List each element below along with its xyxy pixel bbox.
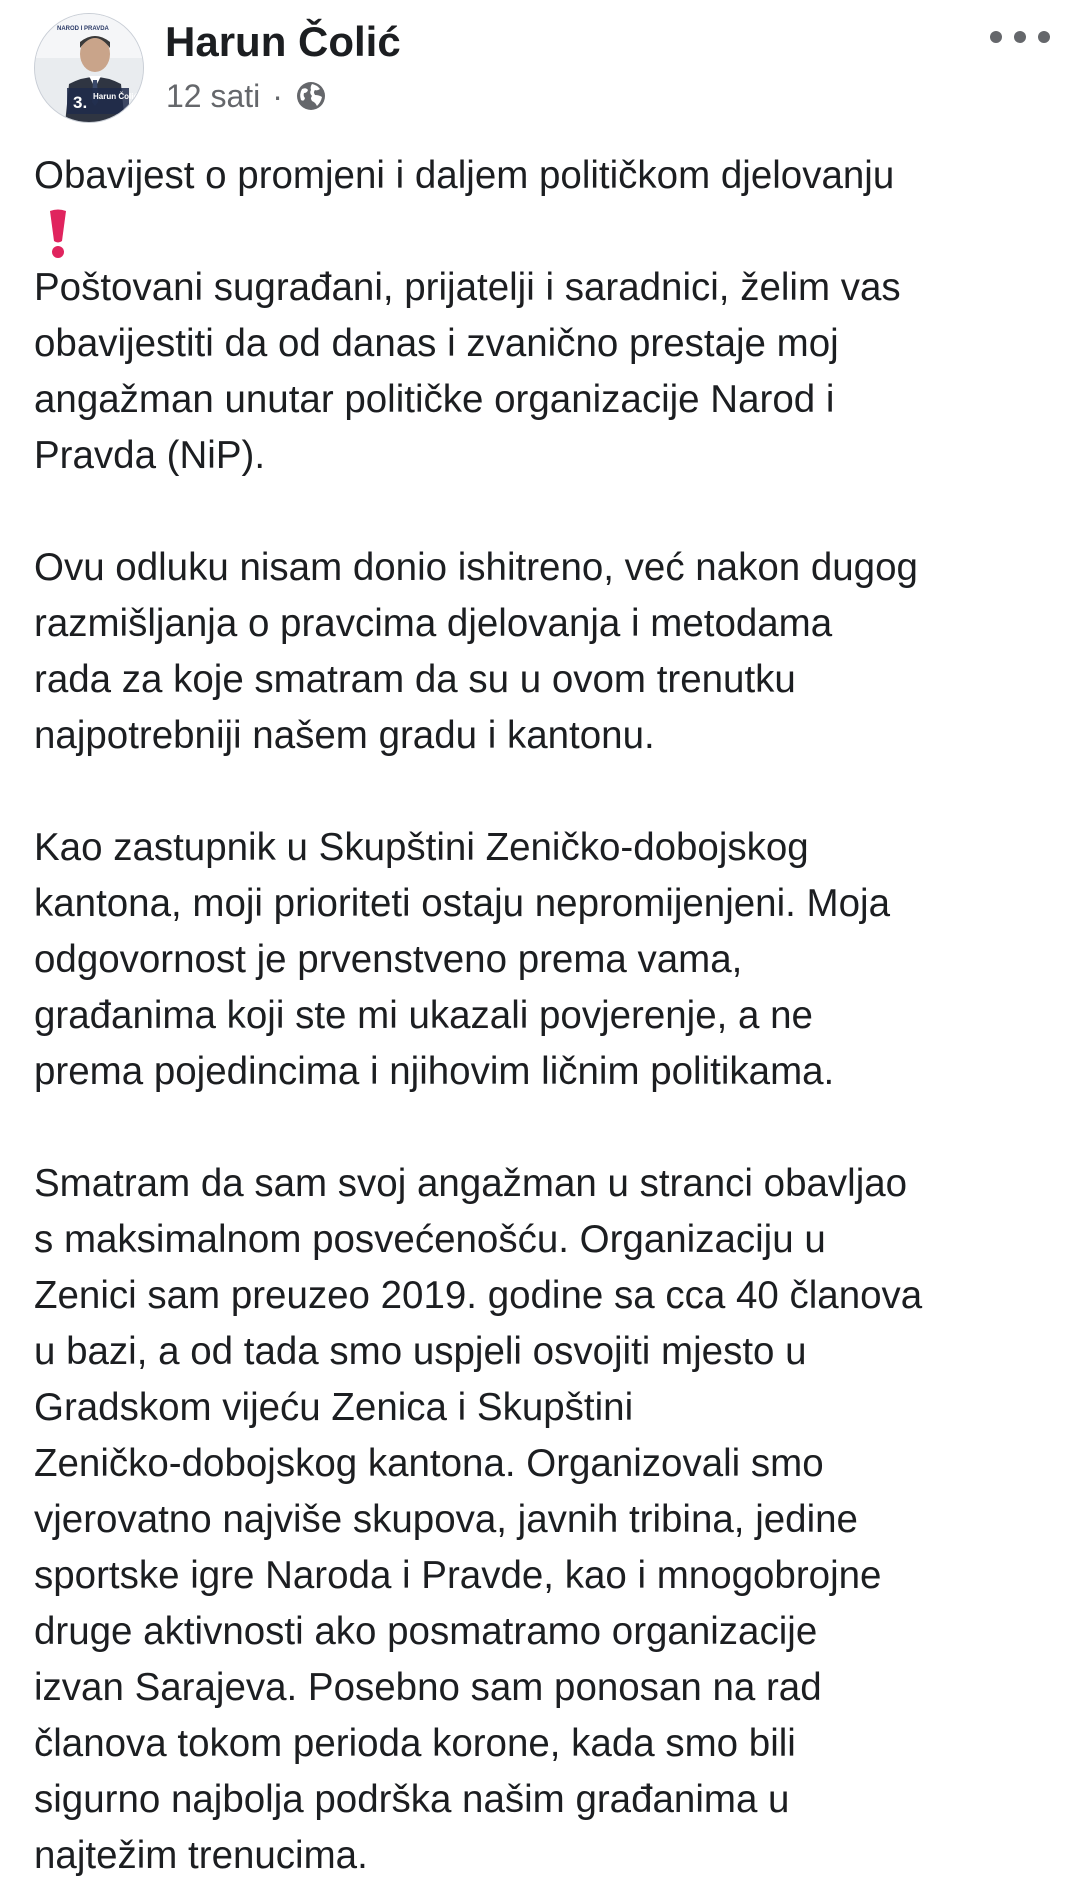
post-body xyxy=(34,148,1054,1884)
post-paragraph-3: Kao zastupnik u Skupštini Zeničko-dobojskog kantona, moji prioriteti ostaju nepromijenjeni. Moja odgovornost je prvenstveno prema vama, građanima koji ste mi ukazali povjerenje, a ne prema pojedincima i njihovim ličnim politikama. xyxy=(34,826,890,1093)
more-options-icon-dot xyxy=(1014,31,1026,43)
avatar-badge-number: 3. xyxy=(73,93,88,112)
author-name[interactable]: Harun Čolić xyxy=(165,18,401,65)
avatar-logo-text: NAROD I PRAVDA xyxy=(57,26,109,32)
globe-icon[interactable] xyxy=(295,80,327,112)
avatar-badge-text: Harun Čolić xyxy=(93,92,138,101)
more-options-button[interactable] xyxy=(990,20,1050,54)
author-avatar[interactable] xyxy=(34,13,144,123)
paragraph-spacer xyxy=(34,764,1054,820)
post-paragraph-1: Poštovani sugrađani, prijatelji i saradnici, želim vas obavijestiti da od danas i zvanično prestaje moj angažman unutar političke organizacije Narod i Pravda (NiP). xyxy=(34,266,901,477)
post-meta xyxy=(166,74,327,118)
post-timestamp[interactable]: 12 sati xyxy=(166,77,261,114)
more-options-icon-dot xyxy=(1038,31,1050,43)
red-exclamation-mark-icon xyxy=(34,204,1054,260)
more-options-icon xyxy=(990,31,1002,43)
paragraph-spacer xyxy=(34,1100,1054,1156)
meta-separator: · xyxy=(272,77,283,114)
post-title: Obavijest o promjeni i daljem političkom djelovanju xyxy=(34,154,895,197)
paragraph-spacer xyxy=(34,484,1054,540)
avatar-image xyxy=(35,14,144,123)
post-header xyxy=(0,0,1080,130)
post-paragraph-2: Ovu odluku nisam donio ishitreno, već nakon dugog razmišljanja o pravcima djelovanja i metodama rada za koje smatram da su u ovom trenutku najpotrebniji našem gradu i kantonu. xyxy=(34,546,918,757)
post-paragraph-4: Smatram da sam svoj angažman u stranci obavljao s maksimalnom posvećenošću. Organizaciju u Zenici sam preuzeo 2019. godine sa cca 40 članova u bazi, a od tada smo uspjeli osvojiti mjesto u Gradskom vijeću Zenica i Skupštini Zeničko-dobojskog kantona. Organizovali smo vjerovatno najviše skupova, javnih tribina, jedine sportske igre Naroda i Pravde, kao i mnogobrojne druge aktivnosti ako posmatramo organizacije izvan Sarajeva. Posebno sam ponosan na rad članova tokom perioda korone, kada smo bili sigurno najbolja podrška našim građanima u najtežim trenucima. xyxy=(34,1162,923,1877)
